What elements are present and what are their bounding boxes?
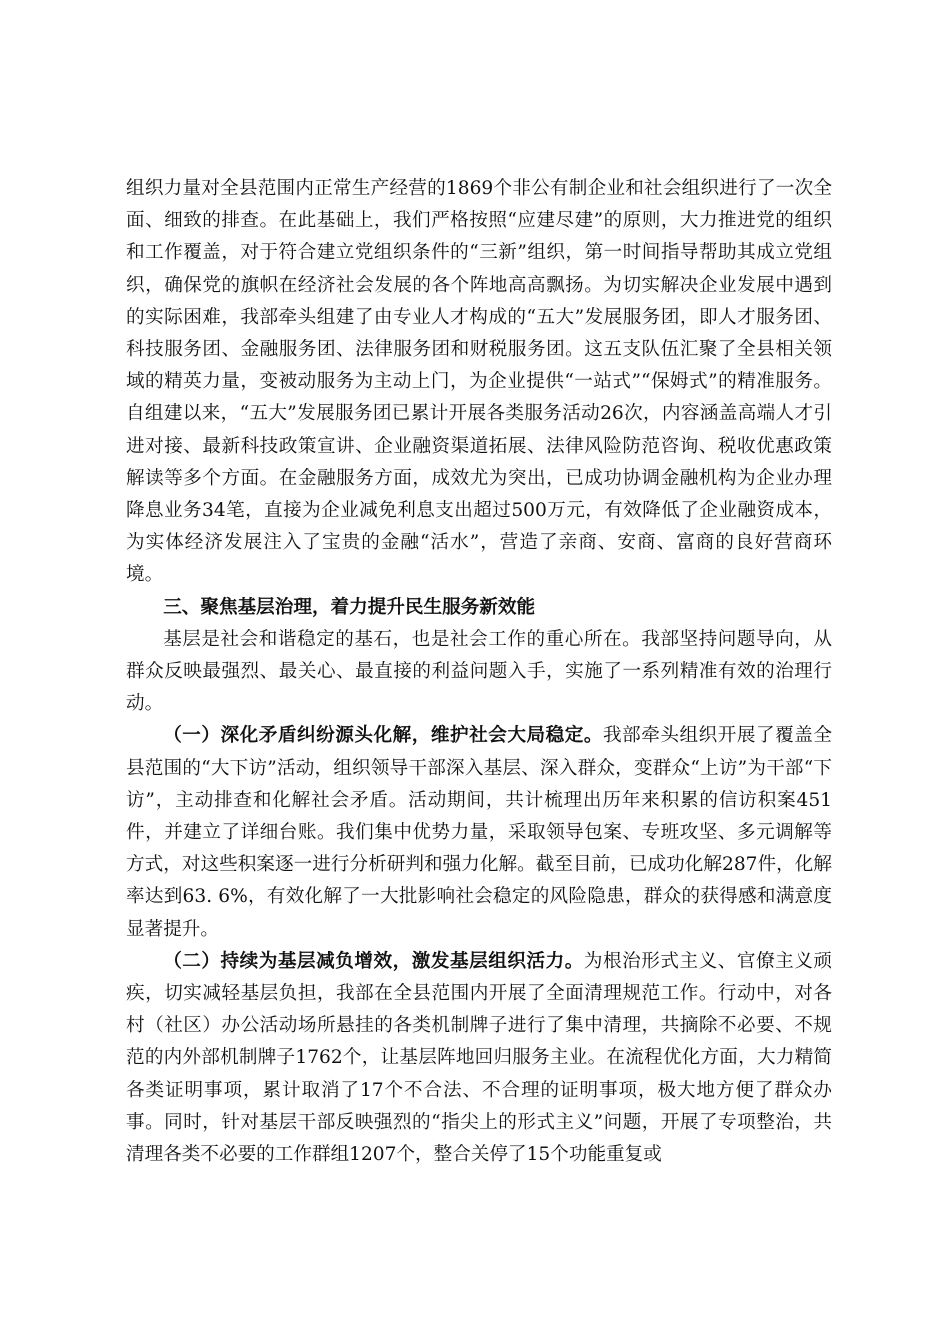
- subheading-2: （二）持续为基层减负增效，激发基层组织活力。: [163, 950, 584, 972]
- paragraph-grassroots-intro: 基层是社会和谐稳定的基石，也是社会工作的重心所在。我部坚持问题导向，从群众反映最强烈、最关心、最直接的利益问题入手，实施了一系列精准有效的治理行动。: [126, 628, 832, 715]
- section-heading-3: 三、聚焦基层治理，着力提升民生服务新效能: [163, 596, 536, 618]
- document-body: [126, 173, 832, 1171]
- subheading-1-body: 我部牵头组织开展了覆盖全县范围的“大下访”活动，组织领导干部深入基层、深入群众，变群众“上访”为干部“下访”，主动排查和化解社会矛盾。活动期间，共计梳理出历年来积累的信访积案451件，并建立了详细台账。我们集中优势力量，采取领导包案、专班攻坚、多元调解等方式，对这些积案逐一进行分析研判和强力化解。截至目前，已成功化解287件，化解率达到63. 6%，有效化解了一大批影响社会稳定的风险隐患，群众的获得感和满意度显著提升。: [126, 725, 832, 940]
- paragraph-dispute-resolution: [126, 720, 832, 945]
- paragraph-service-teams: 组织力量对全县范围内正常生产经营的1869个非公有制企业和社会组织进行了一次全面、细致的排查。在此基础上，我们严格按照“应建尽建”的原则，大力推进党的组织和工作覆盖，对于符合建立党组织条件的“三新”组织，第一时间指导帮助其成立党组织，确保党的旗帜在经济社会发展的各个阵地高高飘扬。为切实解决企业发展中遇到的实际困难，我部牵头组建了由专业人才构成的“五大”发展服务团，即人才服务团、科技服务团、金融服务团、法律服务团和财税服务团。这五支队伍汇聚了全县相关领域的精英力量，变被动服务为主动上门，为企业提供“一站式”“保姆式”的精准服务。自组建以来，“五大”发展服务团已累计开展各类服务活动26次，内容涵盖高端人才引进对接、最新科技政策宣讲、企业融资渠道拓展、法律风险防范咨询、税收优惠政策解读等多个方面。在金融服务方面，成效尤为突出，已成功协调金融机构为企业办理降息业务34笔，直接为企业减免利息支出超过500万元，有效降低了企业融资成本，为实体经济发展注入了宝贵的金融“活水”，营造了亲商、安商、富商的良好营商环境。: [126, 178, 832, 586]
- paragraph-burden-reduction: [126, 946, 832, 1171]
- subheading-2-body: 为根治形式主义、官僚主义顽疾，切实减轻基层负担，我部在全县范围内开展了全面清理规范工作。行动中，对各村（社区）办公活动场所悬挂的各类机制牌子进行了集中清理，共摘除不必要、不规范的内外部机制牌子1762个，让基层阵地回归服务主业。在流程优化方面，大力精简各类证明事项，累计取消了17个不合法、不合理的证明事项，极大地方便了群众办事。同时，针对基层干部反映强烈的“指尖上的形式主义”问题，开展了专项整治，共清理各类不必要的工作群组1207个，整合关停了15个功能重复或: [126, 950, 832, 1166]
- subheading-1: （一）深化矛盾纠纷源头化解，维护社会大局稳定。: [163, 725, 604, 747]
